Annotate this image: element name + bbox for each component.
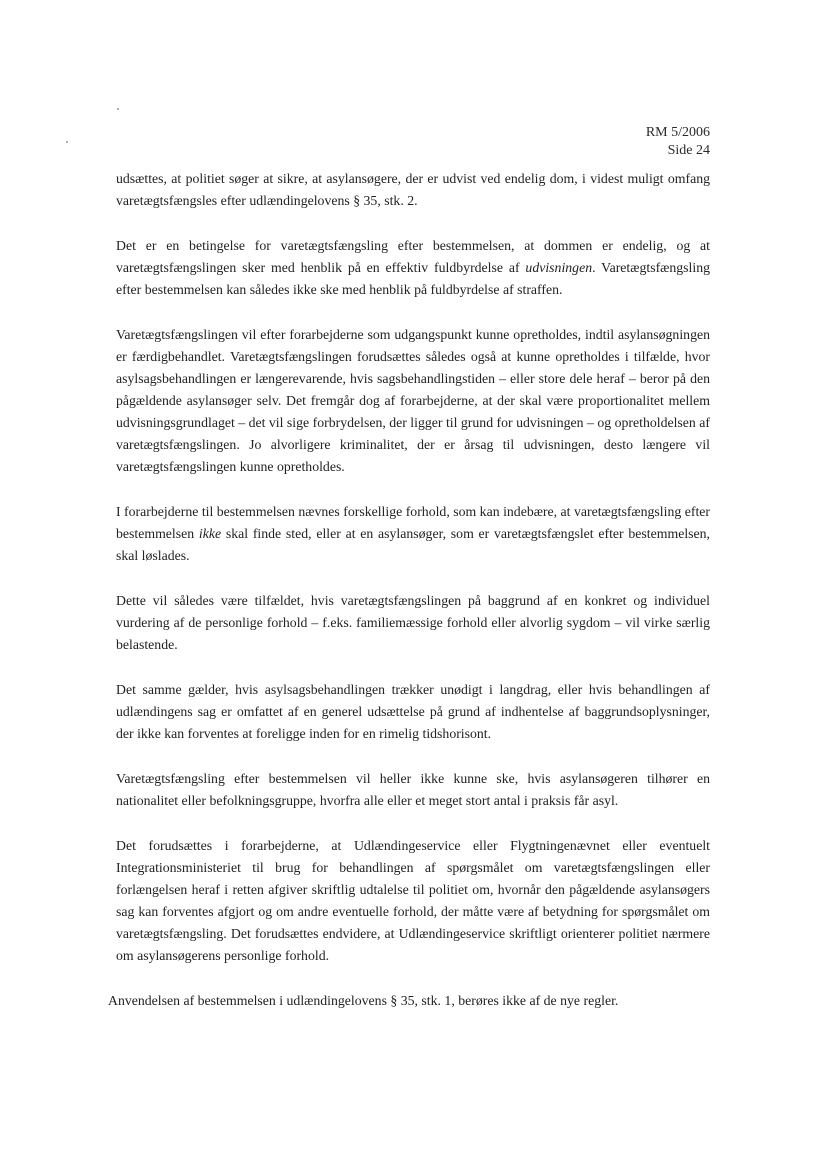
document-body [108, 168, 710, 1035]
page-header [646, 124, 710, 160]
paragraph-text: . Varetægtsfængsling efter bestemmelsen kan således ikke ske med henblik på fuldbyrdelse af straffen. [116, 260, 710, 297]
paragraph-text: Anvendelsen af bestemmelsen i udlændingelovens § 35, stk. 1, berøres ikke af de nye regler. [108, 993, 619, 1008]
paragraph-statement [116, 835, 710, 967]
paragraph-text: Det forudsættes i forarbejderne, at Udlændingeservice eller Flygtningenævnet eller eventuelt Integrationsministeriet til brug for behandlingen af spørgsmålet om varetægtsfængslingen eller forlængelsen heraf i retten afgiver skriftlig udtalelse til politiet om, hvornår den pågældende asylansøgers sag kan forventes afgjort og om andre eventuelle forhold, der måtte være af betydning for spørgsmålet om varetægtsfængsling. Det forudsættes endvidere, at Udlændingeservice skriftligt orienterer politiet nærmere om asylansøgerens personlige forhold. [116, 838, 710, 963]
paragraph-application [108, 990, 710, 1012]
paragraph-text: Varetægtsfængsling efter bestemmelsen vil heller ikke kunne ske, hvis asylansøgeren tilhører en nationalitet eller befolkningsgruppe, hvorfra alle eller et meget stort antal i praksis får asyl. [116, 771, 710, 808]
paragraph-text: udsættes, at politiet søger at sikre, at asylansøgere, der er udvist ved endelig dom, i videst muligt omfang varetægtsfængsles efter udlændingelovens § 35, stk. 2. [116, 171, 710, 208]
scan-speck [117, 108, 119, 110]
paragraph-text: Det samme gælder, hvis asylsagsbehandlingen trækker unødigt i langdrag, eller hvis behandlingen af udlændingens sag er omfattet af en generel udsættelse på grund af indhentelse af baggrundsoplysninger, der ikke kan forventes at foreligge inden for en rimelig tidshorisont. [116, 682, 710, 741]
page-number: Side 24 [667, 143, 710, 158]
paragraph-text: skal finde sted, eller at en asylansøger, som er varetægtsfængslet efter bestemmelsen, skal løslades. [116, 526, 710, 563]
paragraph-delay [116, 679, 710, 745]
paragraph-text: Varetægtsfængslingen vil efter forarbejderne som udgangspunkt kunne opretholdes, indtil asylansøgningen er færdigbehandlet. Varetægtsfængslingen forudsættes således også at kunne opretholdes i tilfælde, hvor asylsagsbehandlingen er længerevarende, hvis sagsbehandlingstiden – eller store dele heraf – beror på den pågældende asylansøger selv. Det fremgår dog af forarbejderne, at der skal være proportionalitet mellem udvisningsgrundlaget – det vil sige forbrydelsen, der ligger til grund for udvisningen – og opretholdelsen af varetægtsfængslingen. Jo alvorligere kriminalitet, der er årsag til udvisningen, desto længere vil varetægtsfængslingen kunne opretholdes. [116, 327, 710, 474]
paragraph-text: Det er en betingelse for varetægtsfængsling efter bestemmelsen, at dommen er endelig, og at varetægtsfængslingen sker med henblik på en effektiv fuldbyrdelse af [116, 238, 710, 275]
paragraph-personal-circumstances [116, 590, 710, 656]
paragraph-text: I forarbejderne til bestemmelsen nævnes forskellige forhold, som kan indebære, at varetægtsfængsling efter bestemmelsen [116, 504, 710, 541]
emphasis-text: ikke [198, 526, 222, 541]
paragraph-text: Dette vil således være tilfældet, hvis varetægtsfængslingen på baggrund af en konkret og individuel vurdering af de personlige forhold – f.eks. familiemæssige forhold eller alvorlig sygdom – vil virke særlig belastende. [116, 593, 710, 652]
paragraph-nationality [116, 768, 710, 812]
paragraph-condition [116, 235, 710, 301]
paragraph-duration [116, 324, 710, 478]
scan-speck [66, 141, 68, 143]
paragraph-continuation [116, 168, 710, 212]
paragraph-exceptions [116, 501, 710, 567]
emphasis-text: udvisningen [525, 260, 593, 275]
document-reference: RM 5/2006 [645, 125, 710, 140]
